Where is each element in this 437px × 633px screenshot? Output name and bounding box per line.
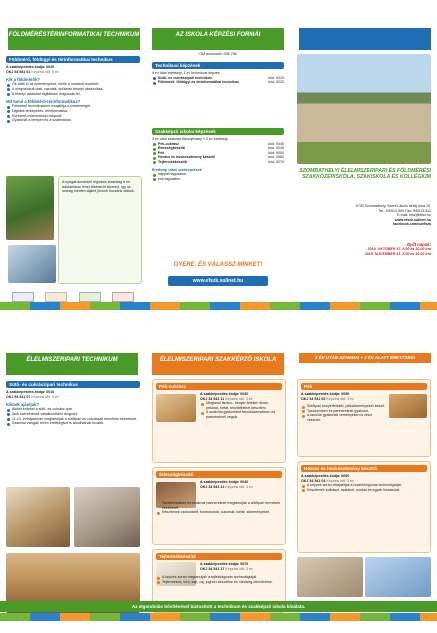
bullet-item: 11-13. évfolyamban megtanulják a sütőipari és cukrászati termékek készítését.	[6, 417, 140, 422]
bullet-item: A térképi adatokat digitálisan dolgozzák fel.	[6, 92, 140, 97]
pc-okj: OKJ 34 541 11	[200, 396, 225, 401]
section-head: Sütő- és cukrászipari technikus	[6, 381, 140, 388]
program-code: kód: 0040	[268, 146, 284, 151]
tt-okj: OKJ 34 541 17	[200, 566, 225, 571]
hentes-okj: OKJ 34 541 04	[301, 478, 326, 483]
section-head: Földmérő, földügyi és térinformatikai technikus	[6, 56, 140, 63]
surveying-paragraph: A nyugat-dunántúli régióban kizárólag a mi iskolánkban lehet földmérőt képezni, így az ország minden tájáról jönnek hozzánk diákok.	[62, 180, 135, 194]
om-id: OM azonosító: 036 756	[199, 52, 237, 56]
bullet-item: Készítenek kolbászt, szalámit, sonkát és egyéb húsárukat.	[301, 488, 427, 493]
banner-text: AZ ISKOLA KÉPZÉSI FORMÁI	[175, 32, 261, 38]
bullet-list-2	[6, 104, 140, 122]
surveyor-photo	[6, 176, 54, 240]
baking-content	[6, 381, 140, 426]
program-code: kód: 0070	[268, 159, 284, 164]
ed-bullets	[156, 501, 282, 515]
banner-food-vocational	[152, 353, 284, 375]
footer-bar	[0, 601, 437, 612]
hentes-code: A szakképesítés kódja: 0060	[301, 474, 350, 478]
column-vocational-2	[291, 317, 437, 633]
program-code: kód: 0010	[268, 75, 284, 80]
banner-text: FÖLDMÉRÉSTÉRINFORMATIKAI TECHNIKUM	[8, 32, 140, 38]
students-group-photo	[365, 557, 431, 597]
students-photo	[8, 245, 56, 283]
logo-icon	[45, 292, 67, 302]
address: 9700 Szombathely, Szent László király utca 10.	[355, 204, 431, 208]
logo-icon	[79, 292, 101, 302]
program-name: Tejtermékkészítő	[158, 159, 187, 164]
program-item	[152, 160, 284, 165]
question: Kiknek ajánljuk?	[6, 402, 40, 408]
pek-bullets	[301, 404, 387, 422]
tech-list	[152, 76, 284, 85]
pc-bullets	[200, 401, 282, 419]
bullet-item: A képzés során megtanulják a tejfeldolgozás technológiáját.	[156, 575, 282, 580]
banner-text: BEISKOLÁZÁSI TÁJÉKOZTATÓ	[320, 32, 410, 38]
ed-okj: OKJ 34 541 12	[200, 484, 225, 489]
hentes-bullets	[301, 483, 427, 492]
ed-note: Képzési idő: 3 év	[225, 484, 253, 489]
decorative-stripe	[0, 613, 437, 621]
bullet-item: Tanüzemekben és szakmai partnereknél megtanulják a sütőipari termékek készítését.	[156, 501, 282, 510]
tech-head: Technikusi képzések	[152, 62, 284, 69]
column-baking-technician	[0, 317, 146, 633]
banner-food-tech	[6, 353, 138, 375]
column-vocational-1	[146, 317, 291, 633]
slogan: GYERE, ÉS VÁLASSZ MINKET!	[173, 262, 263, 268]
okj-note: Képzési idő: 5 év	[31, 69, 59, 74]
bullet-item: A megvalósult utak, vasutak, épületek térképi ábrázolása.	[6, 87, 140, 92]
panel-pek	[297, 379, 431, 457]
open-days	[297, 242, 431, 256]
openday-2: 2019. NOVEMBER 21. 8.00 és 10.00 óra	[364, 251, 431, 256]
options-head: Érettségi utáni szakképzések	[152, 167, 202, 172]
program-name: Pék	[158, 150, 165, 155]
butcher-photo	[297, 557, 363, 597]
options-list	[152, 172, 284, 181]
phone: Tel.: 94/513-500 Fax: 94/513-511	[378, 208, 431, 213]
footer-text: Az elgondolás bővítésével biztosított a technikum és szakképző iskola kínálata.	[131, 604, 306, 609]
bakery-class-photo	[6, 487, 70, 547]
program-name: Sütő- és cukrászipari technikus	[158, 75, 212, 80]
column-programs	[146, 0, 291, 316]
logo-icon	[112, 292, 134, 302]
okj: OKJ 54 581 01	[6, 69, 31, 74]
pastry-photo	[156, 394, 196, 422]
edesseg-head: Édességkészítő	[156, 471, 282, 478]
vocational-programs	[152, 128, 284, 181]
tt-note: Képzési idő: 3 év	[225, 566, 253, 571]
brochure-back	[0, 317, 437, 633]
banner-cover	[299, 28, 431, 50]
pek-note: Képzési idő: 3 év	[326, 396, 354, 401]
bullet-item: A szakmai gyakorlatot tanulóüzemekben és partnereknél végzik.	[200, 410, 282, 419]
bullet-item: A tanulók gyakorlati versenyeken is részt vesznek.	[301, 413, 387, 422]
bullet-item: Megtanul lisztes-, kenyér-féléket, finom pékárut, tortát, tésztaféléket készíteni.	[200, 401, 282, 410]
technical-programs	[152, 62, 284, 85]
school-building-photo	[297, 54, 431, 164]
program-name: Földmérő, földügyi és térinformatikai technikus	[158, 80, 240, 85]
pek-okj: OKJ 34 541 05	[301, 396, 326, 401]
program-name: Pék-cukrász	[158, 141, 179, 146]
website[interactable]: www.efszk.sulinet.hu	[394, 217, 431, 222]
top-note: 3 ÉV UTÁN SZAKMAI + 2 ÉV ALATT ÉRETTSÉGI SZEREZHETŐ!	[315, 355, 415, 367]
code-line: A szakképesítés kódja: 0010	[6, 390, 55, 394]
bullet-item: A képzés során elsajátítják a húsfeldolgozás technológiáját.	[301, 483, 427, 488]
bullet-list-1	[6, 82, 140, 96]
program-code: kód: 0030	[268, 141, 284, 146]
program-code: kód: 0060	[268, 155, 284, 160]
banner-text: ÉLELMISZERIPARI SZAKKÉPZŐ ISKOLA	[159, 357, 277, 363]
option-item: nappali tagozaton	[152, 172, 284, 177]
bullet-list	[6, 407, 140, 425]
school-url[interactable]: www.efszk.sulinet.hu	[168, 276, 268, 286]
banner-text: ÉLELMISZERIPARI TECHNIKUM	[26, 357, 118, 363]
option-item: esti tagozaton	[152, 177, 284, 182]
program-item	[152, 80, 284, 85]
pek-cukrasz-head: Pék-cukrász	[156, 383, 282, 390]
bullet-item: Szakmai vizsgák révén érettségivel is tanulhatnak tovább.	[6, 421, 140, 426]
hentes-head: Hentes és húskészítmény készítő	[301, 465, 427, 472]
code-line: A szakképesítés kódja: 0020	[6, 65, 55, 69]
contact-block	[297, 204, 431, 227]
openday-1: 2019. OKTÓBER 17. 8.00 és 10.00 óra	[367, 247, 431, 252]
bullet-item: Akiket érdekel a sütő- és cukrász-ipar.	[6, 407, 140, 412]
voc-head: Szakképző iskolai képzések	[152, 128, 284, 135]
question-1: Kik a földmérők?	[6, 77, 40, 83]
surveying-content	[6, 56, 140, 123]
tt-code: A szakképesítés kódja: 0070	[200, 562, 249, 566]
column-cover	[291, 0, 437, 316]
bullet-item: Akik szeretnének vállalkozóként dolgozni.	[6, 412, 140, 417]
logo-icon	[12, 292, 34, 302]
bullet-item: Digitális térképezés, térinformatika.	[6, 109, 140, 114]
question-2: Mit tanul a földmérő-térinformatikus?	[6, 99, 81, 105]
bread-photo	[389, 394, 427, 418]
email[interactable]: E-mail: efsz@efsz.hu	[396, 213, 431, 218]
panel-edesseg	[152, 467, 286, 545]
baking-workshop-photo	[74, 487, 140, 547]
brochure-front	[0, 0, 437, 316]
hentes-note: Képzési idő: 3 év	[326, 478, 354, 483]
pek-head: Pék	[301, 383, 427, 390]
okj-note: Képzési idő: 5 év	[31, 394, 59, 399]
bullet-item: Gyakorlat a terepen és a szakmában.	[6, 118, 140, 123]
bullet-item: Tejtermékek, túró, sajt, vaj, joghurt készítése és minőség-ellenőrzése.	[156, 580, 282, 585]
program-code: kód: 0050	[268, 150, 284, 155]
panel-pek-cukrasz	[152, 379, 286, 463]
okj: OKJ 54 541 07	[6, 394, 31, 399]
bullet-item: Készítenek csokoládét, bonbonokat, cukorkát, tortát, süteményeket.	[156, 510, 282, 515]
vocational-note	[299, 353, 431, 367]
pc-code: A szakképesítés kódja: 0030	[200, 392, 249, 396]
program-name: Édességkészítő	[158, 146, 185, 151]
bullet-item: Sütőipari kenyérféléket, péksüteményeket készít.	[301, 404, 387, 409]
pc-note: Képzési idő: 3 év	[225, 396, 253, 401]
column-surveying	[0, 0, 146, 316]
voc-intro: 3 év után szakmai bizonyítvány + 2 év érettségi	[152, 137, 228, 141]
bullet-item: Ők tűzik ki az építményeket, mérik a mutatott részletet.	[6, 82, 140, 87]
school-name: SZOMBATHELYI ÉLELMISZERIPARI ÉS FÖLDMÉRÉSI SZAKKÖZÉPISKOLA, SZAKISKOLA ÉS KOLLÉGIUM	[299, 168, 431, 181]
tejtermek-head: Tejtermékkészítő	[156, 553, 282, 560]
ed-code: A szakképesítés kódja: 0040	[200, 480, 249, 484]
openday-head: Nyílt napok:	[407, 242, 431, 247]
bullet-item: Tanüzemben és partnereknél gyakorol.	[301, 409, 387, 414]
panel-hentes	[297, 461, 431, 553]
banner-programs	[152, 28, 284, 50]
surveying-paragraph-panel	[58, 176, 142, 284]
tech-intro: 4 év után érettségi, 1 év technikusi képzés.	[152, 71, 221, 75]
program-name: Hentes és húskészítmény készítő	[158, 155, 215, 160]
program-code: kód: 0020	[268, 80, 284, 85]
bullet-item: Földmérő technikusként elsajátítja a mesterséget.	[6, 104, 140, 109]
bullet-item: Korszerű műszerekkel dolgozik.	[6, 114, 140, 119]
facebook[interactable]: facebook.com/szefszk	[393, 222, 431, 227]
decorative-stripe	[0, 302, 437, 310]
pek-code: A szakképesítés kódja: 0050	[301, 392, 350, 396]
banner-surveying	[8, 28, 140, 50]
voc-list	[152, 142, 284, 165]
tt-bullets	[156, 575, 282, 584]
